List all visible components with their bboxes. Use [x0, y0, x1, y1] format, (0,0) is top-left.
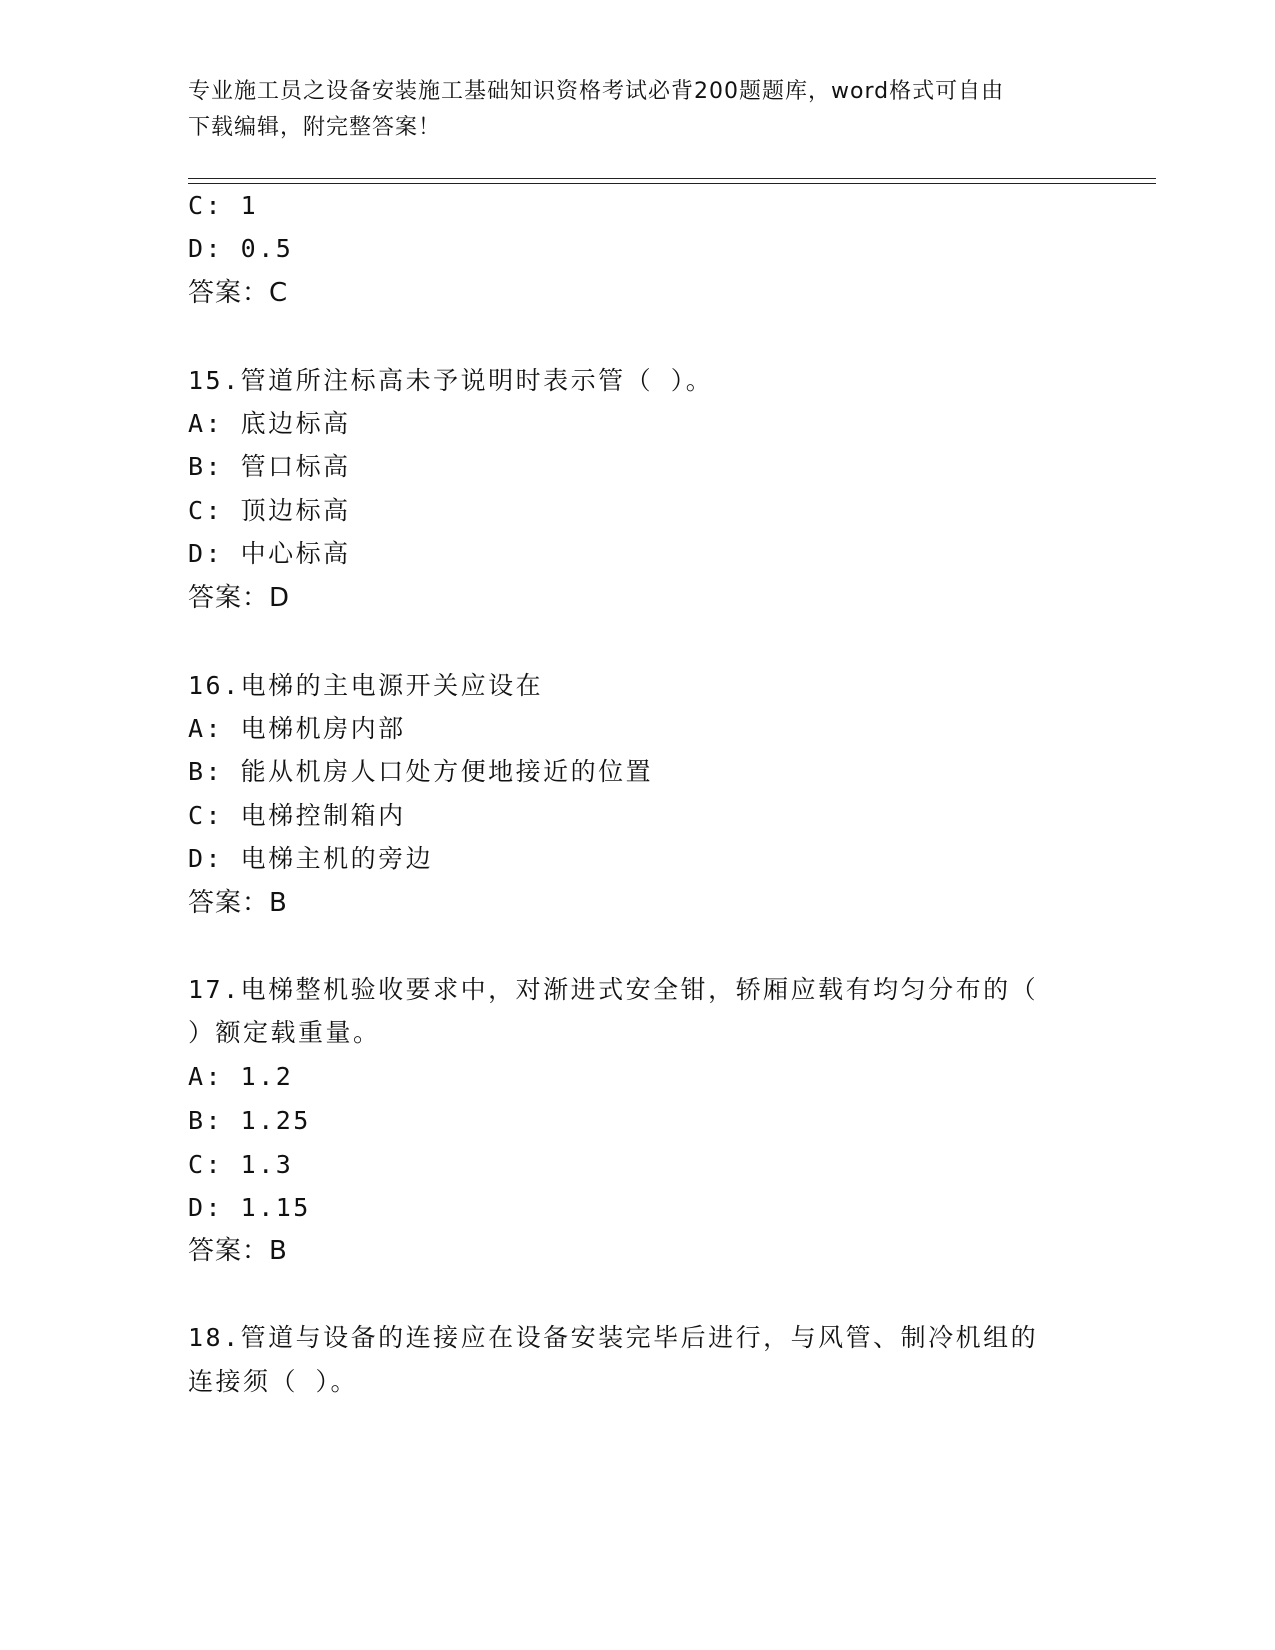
q15-option-d: D: 中心标高 [188, 539, 351, 568]
q17-option-a: A: 1.2 [188, 1062, 294, 1091]
header-title-line-1: 专业施工员之设备安装施工基础知识资格考试必背200题题库，word格式可自由 [188, 79, 1005, 104]
q16-option-a: A: 电梯机房内部 [188, 714, 406, 743]
q17-option-c: C: 1.3 [188, 1150, 294, 1179]
q14-option-c: C: 1 [188, 191, 259, 220]
q17-question-line-2: ）额定载重量。 [188, 1018, 381, 1047]
q14-answer: 答案：C [188, 278, 289, 308]
q16-option-b: B: 能从机房人口处方便地接近的位置 [188, 757, 654, 786]
q15-option-c: C: 顶边标高 [188, 496, 351, 525]
q15-option-a: A: 底边标高 [188, 409, 351, 438]
q18-question-line-2: 连接须（ ）。 [188, 1367, 359, 1396]
header-divider-bottom [188, 183, 1156, 184]
q16-option-d: D: 电梯主机的旁边 [188, 844, 434, 873]
header-divider-top [188, 178, 1156, 179]
q16-option-c: C: 电梯控制箱内 [188, 801, 406, 830]
q17-answer: 答案：B [188, 1236, 288, 1266]
q14-option-d: D: 0.5 [188, 234, 294, 263]
q17-option-d: D: 1.15 [188, 1193, 311, 1222]
q15-answer: 答案：D [188, 583, 291, 613]
q15-option-b: B: 管口标高 [188, 452, 351, 481]
header-title-line-2: 下载编辑，附完整答案！ [188, 115, 442, 140]
document-header [188, 74, 1068, 146]
q16-question: 16.电梯的主电源开关应设在 [188, 671, 544, 700]
q17-question-line-1: 17.电梯整机验收要求中，对渐进式安全钳，轿厢应载有均匀分布的（ [188, 975, 1039, 1004]
q15-question: 15.管道所注标高未予说明时表示管（ ）。 [188, 366, 714, 395]
q18-question-line-1: 18.管道与设备的连接应在设备安装完毕后进行，与风管、制冷机组的 [188, 1323, 1039, 1352]
q17-option-b: B: 1.25 [188, 1106, 311, 1135]
q16-answer: 答案：B [188, 888, 288, 918]
